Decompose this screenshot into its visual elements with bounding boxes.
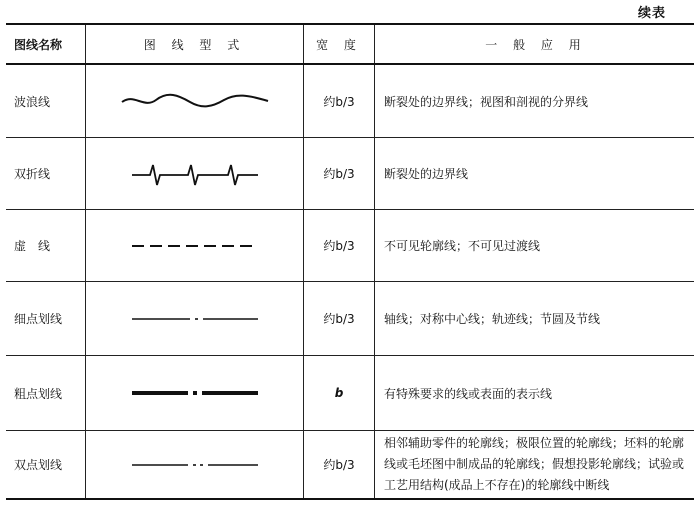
line-width: 约b/3 [304,282,375,356]
line-width: 约b/3 [304,138,375,210]
header-width: 宽 度 [304,24,375,64]
thick-dash-dot-line-icon [86,356,304,431]
line-name: 波浪线 [6,64,86,138]
line-usage: 断裂处的边界线；视图和剖视的分界线 [375,64,695,138]
line-usage: 相邻辅助零件的轮廓线；极限位置的轮廓线；坯料的轮廓线或毛坯图中制成品的轮廓线；假想投影轮廓线；试验或工艺用结构(成品上不存在)的轮廓线中断线 [375,431,695,500]
header-style: 图 线 型 式 [86,24,304,64]
table-row [6,431,694,500]
line-width: 约b/3 [304,64,375,138]
thin-dash-dot-line-icon [86,282,304,356]
line-usage: 轴线；对称中心线；轨迹线；节圆及节线 [375,282,695,356]
line-name: 细点划线 [6,282,86,356]
line-width: 约b/3 [304,431,375,500]
table-row [6,282,694,356]
dash-double-dot-line-icon [86,431,304,500]
line-usage: 有特殊要求的线或表面的表示线 [375,356,695,431]
continued-label: 续表 [637,6,666,21]
line-name: 双折线 [6,138,86,210]
line-types-table [6,23,694,500]
double-break-line-icon [86,138,304,210]
dashed-line-icon [86,210,304,282]
header-name: 图线名称 [6,24,86,64]
table-row [6,138,694,210]
line-width: 约b/3 [304,210,375,282]
line-usage: 不可见轮廓线；不可见过渡线 [375,210,695,282]
line-usage: 断裂处的边界线 [375,138,695,210]
line-name: 粗点划线 [6,356,86,431]
line-name: 虚 线 [6,210,86,282]
table-row [6,210,694,282]
line-name: 双点划线 [6,431,86,500]
header-usage: 一 般 应 用 [375,24,695,64]
table-header-row [6,24,694,64]
table-row [6,64,694,138]
table-row [6,356,694,431]
wavy-line-icon [86,64,304,138]
line-width: b [304,356,375,431]
